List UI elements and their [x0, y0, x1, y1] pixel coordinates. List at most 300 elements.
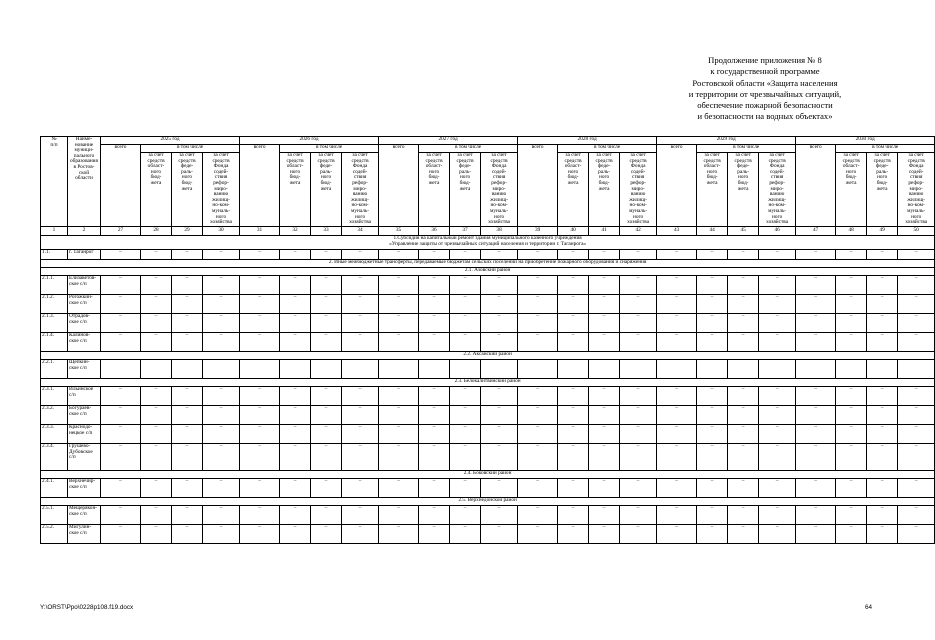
- value-cell: –: [141, 424, 172, 443]
- value-cell: –: [419, 405, 450, 424]
- value-cell: –: [240, 505, 280, 524]
- value-cell: –: [379, 405, 419, 424]
- value-cell: –: [518, 386, 558, 405]
- value-cell: –: [203, 275, 240, 294]
- row-number: 2.5.1.: [41, 505, 68, 524]
- column-number: 31: [240, 226, 280, 235]
- source-header: за счет средств Фонда содей- ствия рефор- миро- ванию жилищ- но-ком- муналь- ного хозяйства: [620, 153, 657, 227]
- value-cell: –: [867, 478, 898, 497]
- source-header: за счет средств феде- раль- ного бюд- жета: [867, 153, 898, 227]
- value-cell: –: [898, 478, 935, 497]
- value-cell: [836, 359, 867, 378]
- value-cell: –: [379, 275, 419, 294]
- value-cell: [379, 359, 419, 378]
- column-number: 30: [203, 226, 240, 235]
- value-cell: –: [657, 332, 697, 351]
- value-cell: –: [518, 275, 558, 294]
- value-cell: –: [759, 275, 796, 294]
- value-cell: –: [558, 424, 589, 443]
- value-cell: [240, 359, 280, 378]
- total-header: всего: [101, 145, 141, 227]
- budget-table: [40, 136, 935, 544]
- column-number: 41: [589, 226, 620, 235]
- value-cell: –: [481, 478, 518, 497]
- value-cell: –: [311, 405, 342, 424]
- table-row: [41, 275, 935, 294]
- appendix-header: [615, 55, 915, 123]
- value-cell: –: [657, 424, 697, 443]
- table-row: [41, 524, 935, 543]
- value-cell: –: [311, 386, 342, 405]
- column-number: 38: [481, 226, 518, 235]
- value-cell: –: [342, 294, 379, 313]
- value-cell: –: [697, 386, 728, 405]
- value-cell: –: [589, 294, 620, 313]
- value-cell: –: [101, 424, 141, 443]
- municipality-name: Мигулин- ское с/п: [68, 524, 101, 543]
- municipality-name: Калинов- ское с/п: [68, 332, 101, 351]
- row-number: 2.3.3.: [41, 424, 68, 443]
- value-cell: –: [379, 443, 419, 470]
- value-cell: –: [419, 332, 450, 351]
- value-cell: [419, 359, 450, 378]
- value-cell: [141, 359, 172, 378]
- value-cell: –: [657, 275, 697, 294]
- row-number: 2.5.2.: [41, 524, 68, 543]
- municipality-name: Ильинское с/п: [68, 386, 101, 405]
- column-number: 33: [311, 226, 342, 235]
- section-title: 2.4. Боковский район: [41, 470, 935, 478]
- value-cell: –: [481, 405, 518, 424]
- row-number: 2.4.1.: [41, 478, 68, 497]
- value-cell: –: [898, 443, 935, 470]
- value-cell: –: [728, 478, 759, 497]
- value-cell: –: [898, 294, 935, 313]
- table-row: [41, 505, 935, 524]
- value-cell: –: [450, 332, 481, 351]
- value-cell: –: [620, 275, 657, 294]
- source-header: за счет средств област- ного бюд- жета: [141, 153, 172, 227]
- section-title: 2.3. Белокалитвинский район: [41, 378, 935, 386]
- value-cell: –: [481, 275, 518, 294]
- col-number-header: № п/п: [41, 137, 68, 227]
- value-cell: –: [898, 524, 935, 543]
- value-cell: –: [728, 443, 759, 470]
- value-cell: –: [240, 313, 280, 332]
- value-cell: –: [589, 424, 620, 443]
- value-cell: –: [759, 386, 796, 405]
- value-cell: –: [379, 294, 419, 313]
- value-cell: –: [867, 294, 898, 313]
- value-cell: –: [589, 405, 620, 424]
- table-row: [41, 249, 935, 259]
- value-cell: [172, 359, 203, 378]
- source-header: за счет средств област- ного бюд- жета: [419, 153, 450, 227]
- value-cell: –: [898, 505, 935, 524]
- value-cell: –: [657, 443, 697, 470]
- value-cell: –: [342, 505, 379, 524]
- value-cell: –: [342, 275, 379, 294]
- value-cell: [759, 359, 796, 378]
- source-header: за счет средств феде- раль- ного бюд- жета: [311, 153, 342, 227]
- value-cell: –: [342, 405, 379, 424]
- value-cell: –: [657, 249, 697, 259]
- header-line: Продолжение приложения № 8: [708, 55, 822, 65]
- value-cell: –: [203, 405, 240, 424]
- value-cell: –: [867, 313, 898, 332]
- value-cell: –: [759, 524, 796, 543]
- total-header: всего: [379, 145, 419, 227]
- value-cell: –: [280, 386, 311, 405]
- value-cell: –: [796, 424, 836, 443]
- value-cell: –: [450, 505, 481, 524]
- value-cell: –: [101, 405, 141, 424]
- value-cell: –: [203, 505, 240, 524]
- value-cell: –: [836, 249, 867, 259]
- value-cell: [450, 359, 481, 378]
- value-cell: –: [379, 249, 419, 259]
- value-cell: –: [796, 275, 836, 294]
- municipality-name: Грушево- Дубовское с/п: [68, 443, 101, 470]
- value-cell: –: [141, 524, 172, 543]
- value-cell: –: [280, 443, 311, 470]
- value-cell: –: [867, 332, 898, 351]
- value-cell: –: [450, 524, 481, 543]
- total-header: всего: [518, 145, 558, 227]
- value-cell: –: [657, 405, 697, 424]
- value-cell: –: [419, 249, 450, 259]
- value-cell: –: [203, 294, 240, 313]
- value-cell: [518, 359, 558, 378]
- value-cell: –: [101, 443, 141, 470]
- value-cell: [867, 359, 898, 378]
- table-row: [41, 332, 935, 351]
- value-cell: –: [898, 405, 935, 424]
- value-cell: –: [620, 313, 657, 332]
- value-cell: –: [836, 294, 867, 313]
- value-cell: –: [759, 424, 796, 443]
- year-header: 2027 год: [379, 137, 518, 145]
- value-cell: –: [518, 478, 558, 497]
- value-cell: –: [558, 332, 589, 351]
- value-cell: –: [280, 405, 311, 424]
- value-cell: –: [419, 313, 450, 332]
- value-cell: –: [450, 294, 481, 313]
- value-cell: –: [419, 505, 450, 524]
- column-numbers-row: [41, 226, 935, 235]
- year-header: 2029 год: [657, 137, 796, 145]
- total-header: всего: [796, 145, 836, 227]
- value-cell: [620, 359, 657, 378]
- column-number: 1: [41, 226, 68, 235]
- value-cell: [589, 359, 620, 378]
- source-header: за счет средств Фонда содей- ствия рефор- миро- ванию жилищ- но-ком- муналь- ного хозяйства: [759, 153, 796, 227]
- value-cell: –: [141, 332, 172, 351]
- table-row: [41, 359, 935, 378]
- page-number: 64: [864, 604, 872, 611]
- source-header: за счет средств феде- раль- ного бюд- жета: [172, 153, 203, 227]
- value-cell: –: [419, 294, 450, 313]
- value-cell: –: [280, 249, 311, 259]
- value-cell: –: [101, 524, 141, 543]
- municipality-name: г. Таганрог: [68, 249, 101, 259]
- value-cell: –: [796, 478, 836, 497]
- value-cell: –: [759, 313, 796, 332]
- value-cell: –: [836, 275, 867, 294]
- value-cell: [311, 359, 342, 378]
- value-cell: –: [172, 294, 203, 313]
- section-row: [41, 378, 935, 386]
- value-cell: –: [518, 443, 558, 470]
- value-cell: –: [620, 386, 657, 405]
- value-cell: –: [101, 275, 141, 294]
- row-number: 2.1.3.: [41, 313, 68, 332]
- value-cell: –: [450, 405, 481, 424]
- value-cell: –: [796, 386, 836, 405]
- value-cell: –: [518, 424, 558, 443]
- value-cell: –: [342, 424, 379, 443]
- value-cell: –: [697, 275, 728, 294]
- value-cell: –: [450, 386, 481, 405]
- section-title: 2.1. Азовский район: [41, 267, 935, 275]
- value-cell: –: [311, 424, 342, 443]
- value-cell: –: [759, 505, 796, 524]
- value-cell: [342, 359, 379, 378]
- value-cell: –: [836, 478, 867, 497]
- value-cell: –: [558, 443, 589, 470]
- value-cell: –: [697, 249, 728, 259]
- value-cell: –: [311, 505, 342, 524]
- value-cell: –: [558, 505, 589, 524]
- header-row-incl: [41, 145, 935, 153]
- value-cell: –: [379, 332, 419, 351]
- header-line: Ростовской области «Защита населения: [692, 77, 838, 88]
- source-header: за счет средств феде- раль- ного бюд- жета: [450, 153, 481, 227]
- value-cell: –: [657, 478, 697, 497]
- value-cell: –: [589, 524, 620, 543]
- value-cell: –: [481, 313, 518, 332]
- value-cell: –: [657, 386, 697, 405]
- value-cell: –: [203, 443, 240, 470]
- value-cell: –: [342, 478, 379, 497]
- municipality-name: Краснодо- нецкое с/п: [68, 424, 101, 443]
- value-cell: –: [101, 294, 141, 313]
- value-cell: –: [836, 332, 867, 351]
- value-cell: –: [759, 294, 796, 313]
- value-cell: –: [836, 505, 867, 524]
- value-cell: –: [867, 405, 898, 424]
- value-cell: –: [203, 478, 240, 497]
- value-cell: –: [898, 386, 935, 405]
- value-cell: –: [620, 405, 657, 424]
- value-cell: –: [898, 424, 935, 443]
- value-cell: –: [759, 443, 796, 470]
- value-cell: –: [240, 443, 280, 470]
- value-cell: –: [867, 424, 898, 443]
- value-cell: –: [589, 275, 620, 294]
- section-row: [41, 470, 935, 478]
- column-number: 50: [898, 226, 935, 235]
- value-cell: –: [141, 249, 172, 259]
- value-cell: –: [240, 332, 280, 351]
- value-cell: –: [280, 332, 311, 351]
- value-cell: –: [697, 443, 728, 470]
- value-cell: –: [589, 478, 620, 497]
- value-cell: –: [203, 249, 240, 259]
- value-cell: –: [141, 313, 172, 332]
- value-cell: –: [203, 313, 240, 332]
- value-cell: [101, 359, 141, 378]
- column-number: 44: [697, 226, 728, 235]
- value-cell: –: [141, 294, 172, 313]
- value-cell: –: [728, 524, 759, 543]
- col-name-header: Наиме- нование муници- пального образования в Ростов- ской области: [68, 137, 101, 227]
- value-cell: –: [419, 443, 450, 470]
- value-cell: –: [172, 424, 203, 443]
- value-cell: –: [240, 478, 280, 497]
- value-cell: –: [311, 524, 342, 543]
- value-cell: –: [311, 275, 342, 294]
- value-cell: –: [728, 313, 759, 332]
- value-cell: –: [311, 313, 342, 332]
- value-cell: –: [240, 405, 280, 424]
- value-cell: –: [620, 332, 657, 351]
- value-cell: –: [280, 424, 311, 443]
- value-cell: [280, 359, 311, 378]
- value-cell: –: [657, 294, 697, 313]
- value-cell: [728, 359, 759, 378]
- value-cell: –: [558, 405, 589, 424]
- value-cell: –: [450, 313, 481, 332]
- value-cell: –: [342, 249, 379, 259]
- value-cell: –: [203, 524, 240, 543]
- value-cell: –: [172, 313, 203, 332]
- value-cell: –: [796, 249, 836, 259]
- value-cell: –: [589, 332, 620, 351]
- value-cell: –: [589, 249, 620, 259]
- value-cell: –: [518, 249, 558, 259]
- municipality-name: Елизаветов- ское с/п: [68, 275, 101, 294]
- value-cell: –: [342, 313, 379, 332]
- value-cell: –: [450, 275, 481, 294]
- value-cell: –: [620, 478, 657, 497]
- value-cell: –: [342, 332, 379, 351]
- value-cell: –: [867, 386, 898, 405]
- value-cell: –: [867, 443, 898, 470]
- value-cell: –: [728, 386, 759, 405]
- value-cell: [657, 359, 697, 378]
- value-cell: –: [141, 386, 172, 405]
- value-cell: –: [796, 505, 836, 524]
- table-row: [41, 424, 935, 443]
- header-row-years: [41, 137, 935, 145]
- table-row: [41, 443, 935, 470]
- value-cell: –: [481, 332, 518, 351]
- value-cell: –: [101, 478, 141, 497]
- value-cell: [558, 359, 589, 378]
- value-cell: –: [697, 478, 728, 497]
- header-line: к государственной программе: [710, 66, 820, 77]
- value-cell: –: [867, 275, 898, 294]
- value-cell: –: [697, 405, 728, 424]
- value-cell: –: [342, 443, 379, 470]
- value-cell: –: [589, 443, 620, 470]
- value-cell: –: [759, 249, 796, 259]
- source-header: за счет средств област- ного бюд- жета: [558, 153, 589, 227]
- value-cell: –: [141, 405, 172, 424]
- source-header: за счет средств област- ного бюд- жета: [697, 153, 728, 227]
- value-cell: [203, 359, 240, 378]
- column-number: 43: [657, 226, 697, 235]
- value-cell: –: [589, 386, 620, 405]
- file-path: Y:\ORST\Ppo\0228p108.f19.docx: [40, 604, 134, 611]
- row-number: 2.1.4.: [41, 332, 68, 351]
- header-line: и безопасности на водных объектах»: [697, 111, 833, 122]
- municipality-name: Верхнечир- ское с/п: [68, 478, 101, 497]
- row-number: 2.1.1.: [41, 275, 68, 294]
- table-row: [41, 313, 935, 332]
- value-cell: –: [419, 386, 450, 405]
- value-cell: –: [379, 505, 419, 524]
- value-cell: –: [558, 249, 589, 259]
- value-cell: –: [518, 294, 558, 313]
- value-cell: –: [280, 505, 311, 524]
- value-cell: –: [836, 424, 867, 443]
- table-row: [41, 405, 935, 424]
- value-cell: [796, 359, 836, 378]
- value-cell: –: [240, 524, 280, 543]
- value-cell: –: [342, 386, 379, 405]
- value-cell: –: [141, 275, 172, 294]
- value-cell: –: [141, 505, 172, 524]
- value-cell: –: [450, 249, 481, 259]
- year-header: 2030 год: [796, 137, 935, 145]
- value-cell: [898, 359, 935, 378]
- value-cell: –: [450, 424, 481, 443]
- value-cell: –: [589, 505, 620, 524]
- column-number: 36: [419, 226, 450, 235]
- column-number: 45: [728, 226, 759, 235]
- value-cell: –: [481, 524, 518, 543]
- value-cell: [481, 359, 518, 378]
- value-cell: –: [728, 294, 759, 313]
- value-cell: –: [558, 275, 589, 294]
- value-cell: –: [697, 313, 728, 332]
- column-number: 29: [172, 226, 203, 235]
- value-cell: –: [558, 294, 589, 313]
- value-cell: –: [101, 249, 141, 259]
- value-cell: –: [898, 275, 935, 294]
- column-number: 28: [141, 226, 172, 235]
- row-number: 2.3.4.: [41, 443, 68, 470]
- value-cell: –: [481, 505, 518, 524]
- value-cell: –: [759, 405, 796, 424]
- value-cell: –: [280, 275, 311, 294]
- value-cell: –: [141, 443, 172, 470]
- value-cell: [697, 359, 728, 378]
- value-cell: –: [379, 524, 419, 543]
- row-number: 2.2.1.: [41, 359, 68, 378]
- value-cell: –: [620, 424, 657, 443]
- incl-header: в том числе: [141, 145, 240, 153]
- value-cell: –: [867, 524, 898, 543]
- value-cell: –: [558, 386, 589, 405]
- value-cell: –: [558, 478, 589, 497]
- value-cell: –: [796, 294, 836, 313]
- value-cell: –: [657, 313, 697, 332]
- value-cell: –: [342, 524, 379, 543]
- column-number: 27: [101, 226, 141, 235]
